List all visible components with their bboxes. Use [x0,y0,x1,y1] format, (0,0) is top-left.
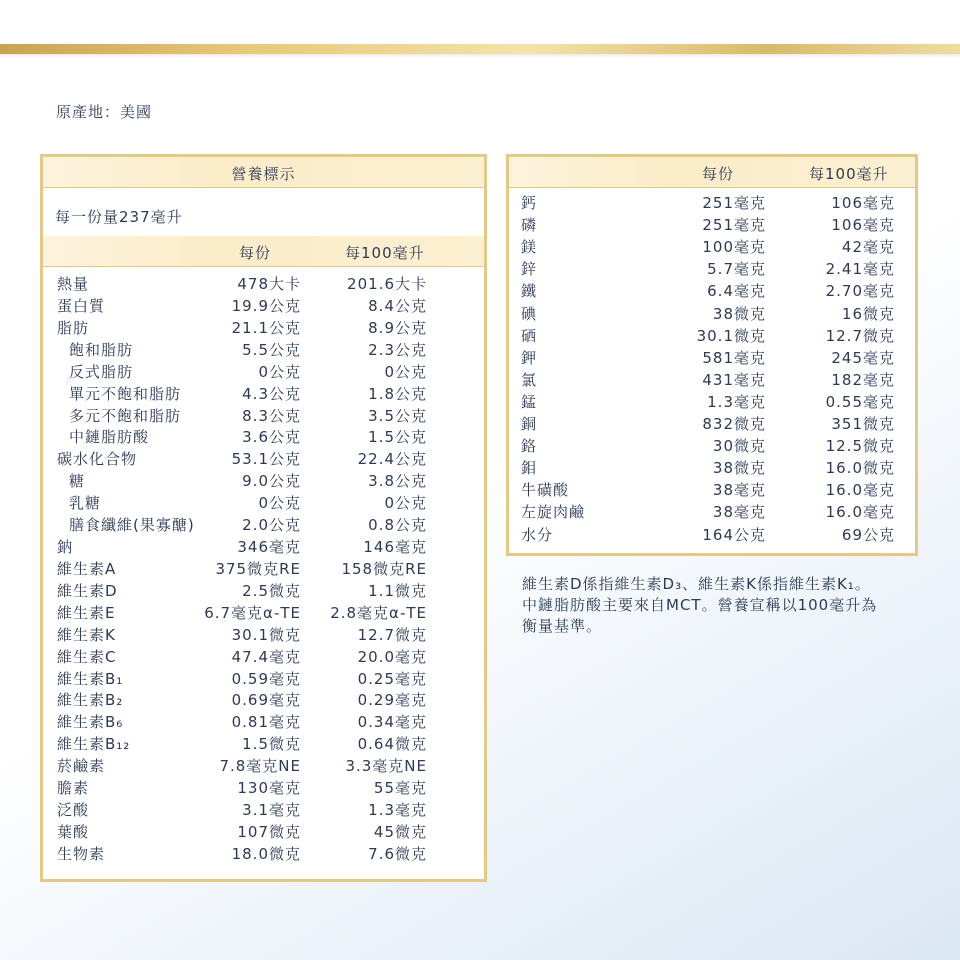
value-per-serving: 3.1毫克 [242,801,301,820]
table-row [43,799,484,821]
value-per-serving: 251毫克 [702,194,766,212]
table-row [43,536,484,558]
nutrient-name: 飽和脂肪 [69,340,134,359]
value-per-100ml: 3.8公克 [368,472,427,491]
value-per-serving: 5.5公克 [242,340,301,359]
nutrient-name: 維生素B₁₂ [57,735,131,754]
nutrient-name: 鉻 [521,437,538,456]
nutrient-name: 乳糖 [69,494,102,513]
value-per-100ml: 2.3公克 [368,340,427,359]
nutrient-name: 銅 [521,415,538,433]
value-per-100ml: 245毫克 [831,348,895,367]
table-row [43,361,484,383]
serving-size: 每一份量237毫升 [55,208,183,226]
value-per-serving: 5.7毫克 [707,260,766,279]
nutrient-name: 中鏈脂肪酸 [69,428,150,447]
nutrient-name: 硒 [521,326,538,345]
table-row [43,426,484,448]
table-row [43,492,484,514]
value-per-100ml: 182毫克 [831,370,895,389]
value-per-serving: 0.69毫克 [231,691,301,710]
value-per-serving: 2.0公克 [242,516,301,535]
value-per-serving: 38微克 [712,304,766,323]
divider [43,266,484,267]
value-per-100ml: 55毫克 [373,779,427,798]
table-row [43,514,484,536]
value-per-serving: 30.1微克 [231,625,301,644]
value-per-serving: 6.7毫克α-TE [204,603,301,622]
value-per-100ml: 0.64微克 [357,735,427,754]
value-per-100ml: 1.8公克 [368,384,427,403]
table-row [43,405,484,427]
nutrient-name: 維生素A [57,559,117,578]
value-per-100ml: 0公克 [384,362,427,381]
value-per-serving: 38毫克 [712,481,766,500]
nutrient-name: 鈣 [521,194,538,212]
col-header-per-100ml: 每100毫升 [345,244,425,262]
table-row [43,602,484,624]
nutrient-name: 碳水化合物 [57,450,138,469]
nutrition-facts-panel [40,154,487,882]
minerals-panel [506,154,918,556]
value-per-100ml: 2.70毫克 [825,282,895,301]
minerals-header-band [509,157,915,187]
value-per-serving: 1.3毫克 [707,392,766,411]
value-per-serving: 431毫克 [702,370,766,389]
nutrient-name: 牛磺酸 [521,481,570,500]
nutrient-name: 錳 [521,392,538,411]
value-per-serving: 164公克 [702,525,766,544]
nutrient-name: 反式脂肪 [69,362,134,381]
value-per-100ml: 1.5公克 [368,428,427,447]
value-per-100ml: 16微克 [841,304,895,323]
minerals-col-per-serving: 每份 [702,165,735,183]
table-row [509,391,915,413]
table-row [43,733,484,755]
value-per-serving: 130毫克 [237,779,301,798]
table-row [43,295,484,317]
nutrient-name: 熱量 [57,275,90,293]
value-per-serving: 30微克 [712,437,766,456]
value-per-serving: 1.5微克 [242,735,301,754]
table-row [43,317,484,339]
nutrient-name: 氯 [521,370,538,389]
value-per-100ml: 8.9公克 [368,318,427,337]
nutrient-name: 鉬 [521,459,538,478]
table-row [509,192,915,214]
table-row [509,479,915,501]
value-per-100ml: 16.0微克 [825,459,895,478]
value-per-serving: 8.3公克 [242,406,301,425]
value-per-serving: 251毫克 [702,216,766,235]
value-per-100ml: 20.0毫克 [357,647,427,666]
value-per-100ml: 12.7微克 [825,326,895,345]
nutrient-name: 糖 [69,472,86,491]
value-per-serving: 21.1公克 [231,318,301,337]
value-per-100ml: 45微克 [373,823,427,841]
nutrient-name: 維生素B₆ [57,713,124,732]
nutrient-name: 左旋肉鹼 [521,503,586,522]
value-per-serving: 6.4毫克 [707,282,766,301]
nutrient-name: 維生素B₁ [57,669,124,688]
value-per-100ml: 12.5微克 [825,437,895,456]
table-row [43,668,484,690]
nutrition-title-band [43,157,484,187]
value-per-serving: 18.0微克 [231,844,301,863]
minerals-col-per-100ml: 每100毫升 [809,165,889,183]
nutrition-title: 營養標示 [231,165,296,183]
table-row [509,214,915,236]
table-row [509,347,915,369]
divider [43,187,484,188]
value-per-100ml: 0.34毫克 [357,713,427,732]
gold-header-bar [0,44,960,54]
value-per-serving: 107微克 [237,823,301,841]
nutrient-name: 多元不飽和脂肪 [69,406,182,425]
table-row [509,457,915,479]
table-row [43,558,484,580]
value-per-100ml: 0公克 [384,494,427,513]
nutrient-name: 維生素E [57,603,116,622]
nutrient-name: 維生素K [57,625,116,644]
value-per-serving: 0公克 [258,362,301,381]
nutrient-name: 單元不飽和脂肪 [69,384,182,403]
value-per-100ml: 69公克 [841,525,895,544]
footnote [522,574,922,637]
value-per-serving: 0.59毫克 [231,669,301,688]
value-per-100ml: 3.3毫克NE [345,757,427,776]
nutrient-name: 鐵 [521,282,538,301]
table-row [43,448,484,470]
nutrient-name: 膳食纖維(果寡醣) [69,516,195,535]
nutrient-name: 鎂 [521,238,538,257]
footnote-line: 衡量基準。 [522,617,603,635]
value-per-serving: 38微克 [712,459,766,478]
value-per-serving: 3.6公克 [242,428,301,447]
value-per-serving: 581毫克 [702,348,766,367]
value-per-serving: 346毫克 [237,538,301,557]
value-per-serving: 38毫克 [712,503,766,522]
value-per-100ml: 22.4公克 [357,450,427,469]
column-header-band [43,236,484,266]
table-row [509,369,915,391]
value-per-serving: 19.9公克 [231,296,301,315]
footnote-line: 維生素D係指維生素D₃、維生素K係指維生素K₁。 [522,575,871,593]
value-per-100ml: 0.29毫克 [357,691,427,710]
table-row [509,258,915,280]
table-row [509,501,915,523]
value-per-100ml: 158微克RE [341,559,427,578]
table-row [509,236,915,258]
nutrient-name: 生物素 [57,844,106,863]
value-per-serving: 53.1公克 [231,450,301,469]
value-per-serving: 7.8毫克NE [219,757,301,776]
value-per-100ml: 16.0毫克 [825,481,895,500]
col-header-per-serving: 每份 [239,244,272,262]
footnote-line: 中鏈脂肪酸主要來自MCT。營養宣稱以100毫升為 [522,596,878,614]
value-per-100ml: 1.3毫克 [368,801,427,820]
table-row [509,280,915,302]
nutrient-name: 菸鹼素 [57,757,106,776]
nutrient-name: 磷 [521,216,538,235]
value-per-serving: 9.0公克 [242,472,301,491]
value-per-100ml: 42毫克 [841,238,895,257]
nutrient-name: 葉酸 [57,823,90,841]
value-per-100ml: 3.5公克 [368,406,427,425]
table-row [43,580,484,602]
table-row [43,689,484,711]
nutrient-name: 泛酸 [57,801,90,820]
table-row [43,624,484,646]
table-row [43,821,484,843]
table-row [43,711,484,733]
value-per-100ml: 0.8公克 [368,516,427,535]
value-per-100ml: 7.6微克 [368,844,427,863]
nutrient-name: 蛋白質 [57,296,106,315]
value-per-100ml: 2.8毫克α-TE [330,603,427,622]
value-per-100ml: 106毫克 [831,216,895,235]
table-row [43,646,484,668]
nutrient-name: 維生素D [57,581,118,600]
value-per-100ml: 201.6大卡 [347,275,427,293]
table-row [509,435,915,457]
table-row [43,339,484,361]
value-per-serving: 375微克RE [215,559,301,578]
value-per-serving: 4.3公克 [242,384,301,403]
nutrient-name: 維生素B₂ [57,691,124,710]
value-per-serving: 30.1微克 [696,326,766,345]
value-per-serving: 478大卡 [237,275,301,293]
table-row [43,273,484,295]
value-per-serving: 2.5微克 [242,581,301,600]
value-per-serving: 0公克 [258,494,301,513]
value-per-serving: 47.4毫克 [231,647,301,666]
value-per-serving: 100毫克 [702,238,766,257]
nutrient-name: 脂肪 [57,318,90,337]
table-row [509,413,915,435]
origin-label: 原產地：美國 [56,103,153,121]
nutrient-name: 維生素C [57,647,117,666]
value-per-100ml: 0.25毫克 [357,669,427,688]
nutrient-name: 鋅 [521,260,538,279]
value-per-100ml: 2.41毫克 [825,260,895,279]
divider [509,187,915,188]
table-row [43,383,484,405]
value-per-100ml: 8.4公克 [368,296,427,315]
value-per-100ml: 0.55毫克 [825,392,895,411]
table-row [43,470,484,492]
table-row [43,755,484,777]
nutrient-name: 鈉 [57,538,74,557]
table-row [43,843,484,865]
nutrient-name: 水分 [521,525,554,544]
table-row [509,524,915,546]
value-per-100ml: 106毫克 [831,194,895,212]
table-row [509,325,915,347]
value-per-serving: 0.81毫克 [231,713,301,732]
value-per-100ml: 351微克 [831,415,895,433]
table-row [509,303,915,325]
value-per-100ml: 16.0毫克 [825,503,895,522]
nutrient-name: 鉀 [521,348,538,367]
value-per-100ml: 1.1微克 [368,581,427,600]
nutrient-name: 碘 [521,304,538,323]
table-row [43,777,484,799]
value-per-100ml: 146毫克 [363,538,427,557]
nutrient-name: 膽素 [57,779,90,798]
value-per-100ml: 12.7微克 [357,625,427,644]
value-per-serving: 832微克 [702,415,766,433]
